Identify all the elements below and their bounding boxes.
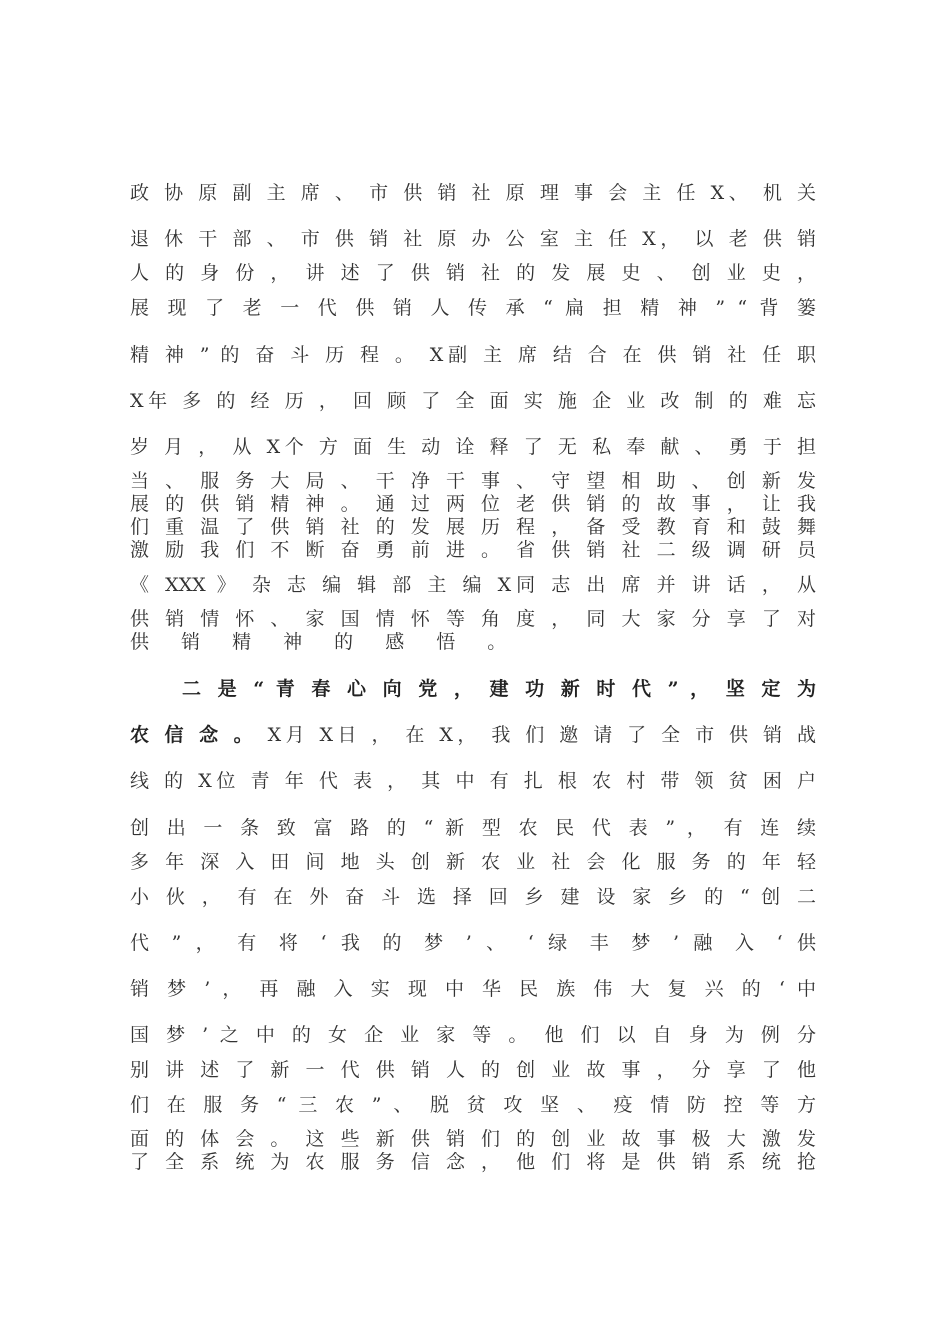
text-line: 了 全 系 统 为 农 服 务 信 念 ， 他 们 将 是 供 销 系 统 抢 xyxy=(130,1151,816,1173)
text-line: 供 销 情 怀 、 家 国 情 怀 等 角 度 ， 同 大 家 分 享 了 对 xyxy=(130,608,816,630)
text-line: 《 XXX 》 杂 志 编 辑 部 主 编 X同 志 出 席 并 讲 话 ， 从 xyxy=(130,574,816,596)
text-line: 面 的 体 会 。 这 些 新 供 销 们 的 创 业 故 事 极 大 激 发 xyxy=(130,1128,816,1150)
text-line: 国 梦 ’ 之 中 的 女 企 业 家 等 。 他 们 以 自 身 为 例 分 xyxy=(130,1024,816,1046)
text-line xyxy=(130,722,816,748)
text-line: 退 休 干 部 、 市 供 销 社 原 办 公 室 主 任 X， 以 老 供 销 xyxy=(130,228,816,250)
text-line: 创 出 一 条 致 富 路 的 “ 新 型 农 民 代 表 ” ， 有 连 续 xyxy=(130,817,816,839)
text-line: 展 现 了 老 一 代 供 销 人 传 承 “ 扁 担 精 神 ” “ 背 篓 xyxy=(130,297,816,319)
text-line: 线 的 X位 青 年 代 表 ， 其 中 有 扎 根 农 村 带 领 贫 困 户 xyxy=(130,770,816,792)
text-line: 人 的 身 份 ， 讲 述 了 供 销 社 的 发 展 史 、 创 业 史 ， xyxy=(130,262,816,284)
section-heading-end: 农 信 念 。 xyxy=(130,724,258,746)
text-line-rest: X月 X日 ， 在 X， 我 们 邀 请 了 全 市 供 销 战 xyxy=(257,724,816,746)
text-line: 们 在 服 务 “ 三 农 ” 、 脱 贫 攻 坚 、 疫 情 防 控 等 方 xyxy=(130,1094,816,1116)
text-line: 们 重 温 了 供 销 社 的 发 展 历 程 ， 备 受 教 育 和 鼓 舞 xyxy=(130,516,816,538)
text-line: 别 讲 述 了 新 一 代 供 销 人 的 创 业 故 事 ， 分 享 了 他 xyxy=(130,1059,816,1081)
text-line: 激 励 我 们 不 断 奋 勇 前 进 。 省 供 销 社 二 级 调 研 员 xyxy=(130,539,816,561)
text-line: 政 协 原 副 主 席 、 市 供 销 社 原 理 事 会 主 任 X、 机 关 xyxy=(130,182,816,204)
text-line: 销 梦 ’ ， 再 融 入 实 现 中 华 民 族 伟 大 复 兴 的 ‘ 中 xyxy=(130,978,816,1000)
text-line: 代 ” ， 有 将 ‘ 我 的 梦 ’ 、 ‘ 绿 丰 梦 ’ 融 入 ‘ 供 xyxy=(130,932,816,954)
text-line: 多 年 深 入 田 间 地 头 创 新 农 业 社 会 化 服 务 的 年 轻 xyxy=(130,851,816,873)
section-heading: 二 是 “ 青 春 心 向 党 ， 建 功 新 时 代 ” ， 坚 定 为 xyxy=(182,678,816,700)
text-line: 岁 月 ， 从 X个 方 面 生 动 诠 释 了 无 私 奉 献 、 勇 于 担 xyxy=(130,436,816,458)
text-line: X年 多 的 经 历 ， 回 顾 了 全 面 实 施 企 业 改 制 的 难 忘 xyxy=(130,390,816,412)
text-line: 展 的 供 销 精 神 。 通 过 两 位 老 供 销 的 故 事 ， 让 我 xyxy=(130,493,816,515)
text-line: 精 神 ” 的 奋 斗 历 程 。 X副 主 席 结 合 在 供 销 社 任 职 xyxy=(130,344,816,366)
text-line: 小 伙 ， 有 在 外 奋 斗 选 择 回 乡 建 设 家 乡 的 “ 创 二 xyxy=(130,886,816,908)
text-line: 供 销 精 神 的 感 悟 。 xyxy=(130,631,520,653)
text-line: 当 、 服 务 大 局 、 干 净 干 事 、 守 望 相 助 、 创 新 发 xyxy=(130,470,816,492)
